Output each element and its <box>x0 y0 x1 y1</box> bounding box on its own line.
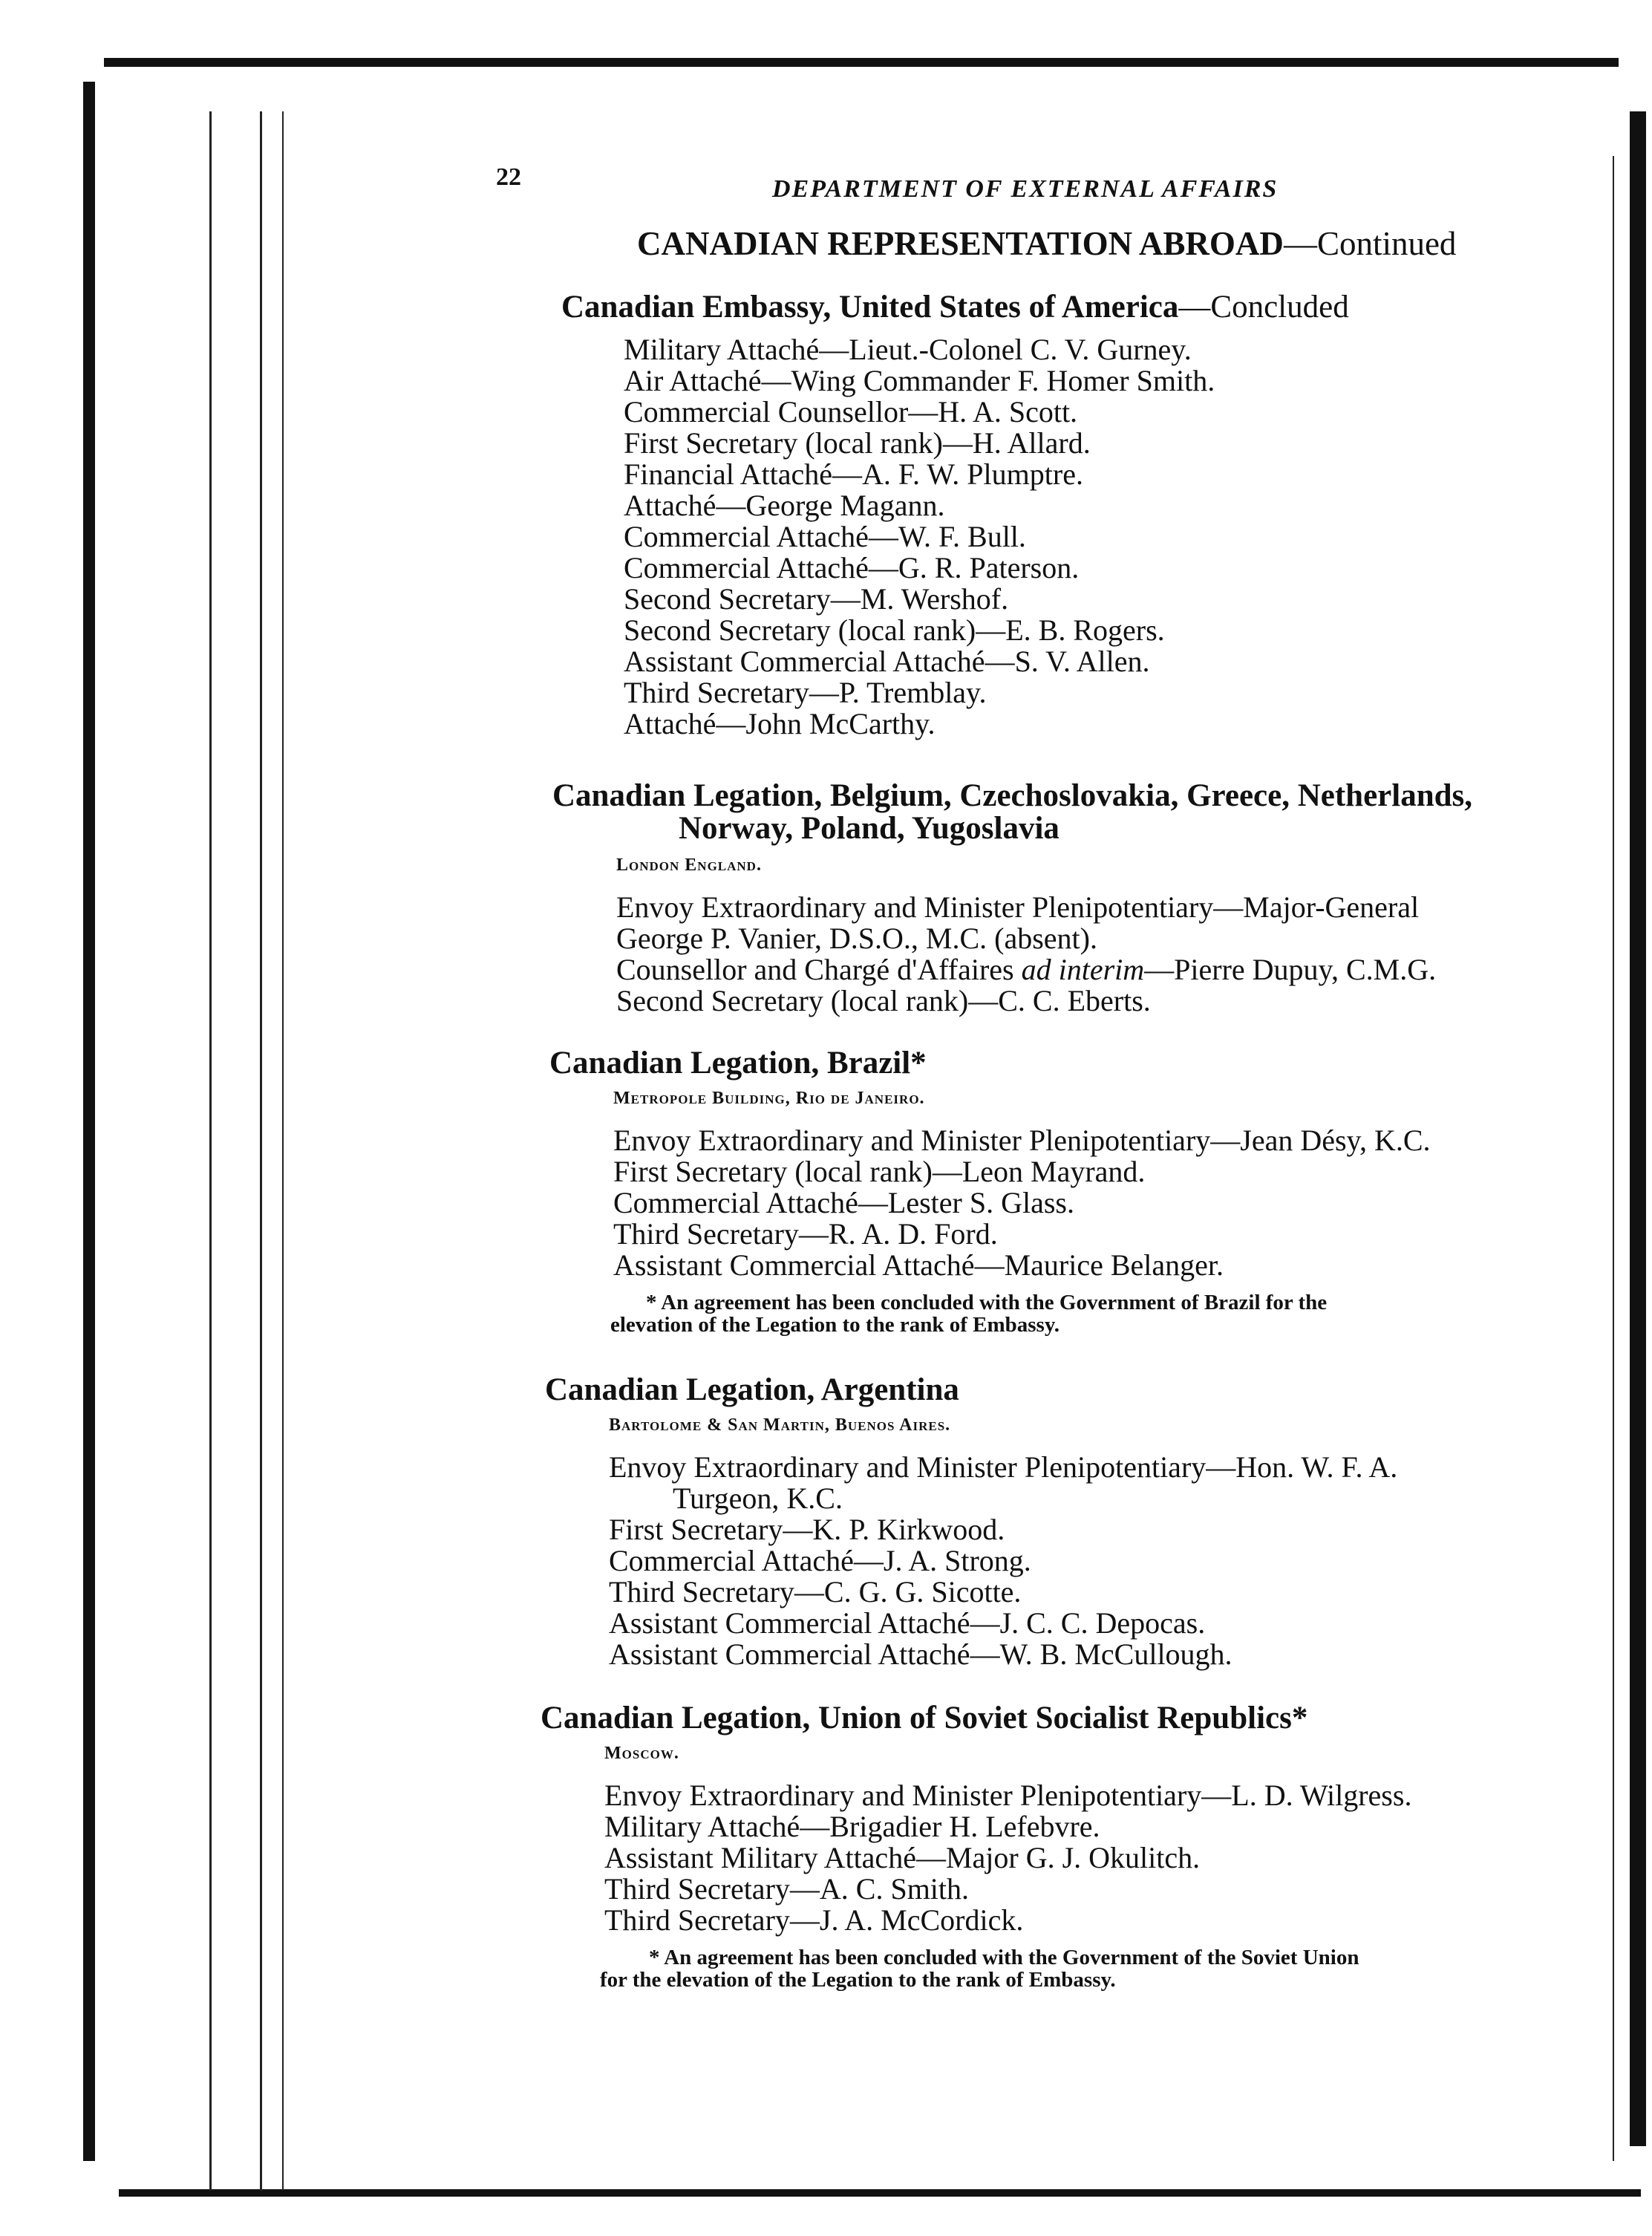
list-item: Assistant Military Attaché—Major G. J. Okulitch. <box>604 1841 1201 1874</box>
entry-list <box>613 1125 1652 1281</box>
footnote-line: for the elevation of the Legation to the rank of Embassy. <box>600 1968 1116 1992</box>
section-heading: Canadian Legation, Union of Soviet Socialist Republics* <box>541 1701 1308 1735</box>
entry-list <box>609 1452 1652 1670</box>
list-item: Third Secretary—J. A. McCordick. <box>604 1903 1024 1937</box>
list-item: Second Secretary (local rank)—E. B. Rogers. <box>624 613 1165 647</box>
list-item: Second Secretary—M. Wershof. <box>624 582 1009 616</box>
legation-address: London England. <box>616 855 762 875</box>
legation-address: Metropole Building, Rio de Janeiro. <box>613 1089 925 1108</box>
footnote-line: * An agreement has been concluded with the Government of Brazil for the <box>646 1291 1328 1314</box>
list-item: Military Attaché—Brigadier H. Lefebvre. <box>604 1810 1100 1843</box>
heading-suffix: —Concluded <box>1178 290 1349 325</box>
section-heading-line2: Norway, Poland, Yugoslavia <box>679 811 1060 846</box>
list-item: George P. Vanier, D.S.O., M.C. (absent). <box>616 922 1097 955</box>
entry-list <box>604 1780 1652 1936</box>
legation-address: Moscow. <box>604 1744 679 1763</box>
list-item: First Secretary—K. P. Kirkwood. <box>609 1513 1005 1546</box>
list-item: Commercial Attaché—G. R. Paterson. <box>624 551 1080 584</box>
list-item: Assistant Commercial Attaché—J. C. C. Depocas. <box>609 1606 1206 1640</box>
section-belgium <box>0 780 1652 1017</box>
list-item: Attaché—John McCarthy. <box>624 707 936 740</box>
list-item: Commercial Attaché—J. A. Strong. <box>609 1544 1031 1577</box>
list-item: Envoy Extraordinary and Minister Plenipotentiary—Jean Désy, K.C. <box>613 1124 1431 1157</box>
top-border <box>104 58 1619 67</box>
section-argentina <box>0 1374 1652 1670</box>
footnote-line: * An agreement has been concluded with the Government of the Soviet Union <box>649 1946 1359 1969</box>
entry-list <box>624 334 1652 740</box>
list-item: Financial Attaché—A. F. W. Plumptre. <box>624 457 1083 491</box>
list-item: Military Attaché—Lieut.-Colonel C. V. Gurney. <box>624 333 1192 366</box>
heading-main: Canadian Embassy, United States of America <box>561 290 1179 325</box>
section-heading: Canadian Legation, Argentina <box>545 1372 959 1407</box>
list-item: Third Secretary—P. Tremblay. <box>624 676 987 709</box>
title-main: CANADIAN REPRESENTATION ABROAD <box>637 225 1284 262</box>
page-title <box>637 224 1456 263</box>
list-item: Assistant Commercial Attaché—W. B. McCullough. <box>609 1637 1233 1671</box>
list-item: First Secretary (local rank)—H. Allard. <box>624 426 1091 460</box>
list-item: Third Secretary—R. A. D. Ford. <box>613 1217 998 1251</box>
ad-interim: ad interim <box>1021 953 1145 986</box>
section-heading <box>561 291 1652 324</box>
list-item: Commercial Attaché—W. F. Bull. <box>624 520 1026 553</box>
list-item: Attaché—George Magann. <box>624 489 945 522</box>
list-item: Envoy Extraordinary and Minister Plenipotentiary—Hon. W. F. A. <box>609 1450 1398 1484</box>
list-item: Second Secretary (local rank)—C. C. Eberts. <box>616 984 1151 1017</box>
entry-list <box>616 892 1652 1017</box>
list-item: Commercial Counsellor—H. A. Scott. <box>624 395 1078 428</box>
bottom-border <box>119 2189 1641 2197</box>
title-suffix: —Continued <box>1283 225 1457 262</box>
legation-address: Bartolome & San Martin, Buenos Aires. <box>609 1415 951 1435</box>
list-item: Assistant Commercial Attaché—S. V. Allen. <box>624 645 1150 678</box>
footnote <box>0 1946 1652 1991</box>
list-item: Envoy Extraordinary and Minister Plenipotentiary—L. D. Wilgress. <box>604 1779 1412 1812</box>
section-heading: Canadian Legation, Brazil* <box>549 1046 927 1080</box>
footnote <box>0 1291 1652 1336</box>
list-item <box>616 954 1652 985</box>
list-item: Commercial Attaché—Lester S. Glass. <box>613 1186 1074 1219</box>
running-head: DEPARTMENT OF EXTERNAL AFFAIRS <box>772 175 1279 203</box>
section-ussr <box>0 1702 1652 1991</box>
charge-name: —Pierre Dupuy, C.M.G. <box>1144 953 1437 986</box>
page-number: 22 <box>496 163 521 191</box>
section-usa <box>0 291 1652 740</box>
list-item: Third Secretary—C. G. G. Sicotte. <box>609 1575 1022 1608</box>
list-item: Third Secretary—A. C. Smith. <box>604 1872 970 1906</box>
list-item: First Secretary (local rank)—Leon Mayrand. <box>613 1155 1146 1188</box>
section-heading-line1: Canadian Legation, Belgium, Czechoslovakia, Greece, Netherlands, <box>552 778 1473 813</box>
footnote-line: elevation of the Legation to the rank of Embassy. <box>610 1313 1060 1337</box>
list-item: Turgeon, K.C. <box>673 1482 843 1515</box>
list-item: Assistant Commercial Attaché—Maurice Belanger. <box>613 1248 1224 1282</box>
list-item: Air Attaché—Wing Commander F. Homer Smith. <box>624 364 1215 397</box>
section-brazil <box>0 1047 1652 1336</box>
charge-label: Counsellor and Chargé d'Affaires <box>616 953 1014 986</box>
list-item: Envoy Extraordinary and Minister Plenipotentiary—Major-General <box>616 890 1420 924</box>
